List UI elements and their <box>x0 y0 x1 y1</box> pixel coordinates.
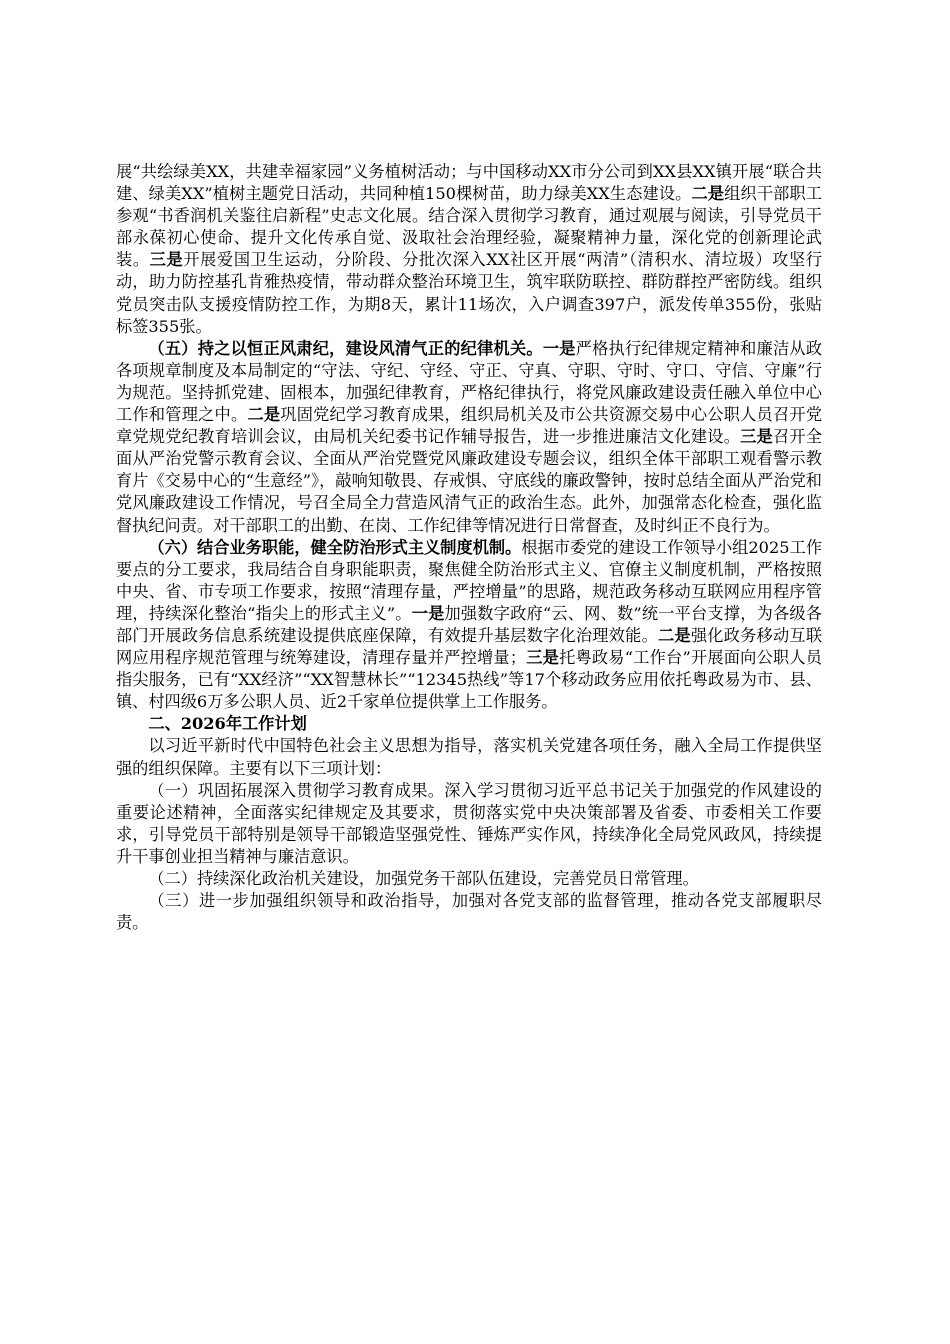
bold-marker: 一是 <box>411 603 445 623</box>
bold-marker: 三是 <box>149 250 184 270</box>
paragraph-section-6 <box>116 537 822 714</box>
text-run: 巩固党纪学习教育成果，组织局机关及市公共资源交易中心公职人员召开党章党规党纪教育培训会议，由局机关纪委书记作辅导报告，进一步推进廉洁文化建设。 <box>116 405 823 447</box>
bold-marker: 二是 <box>658 625 691 645</box>
text-run: 托粤政易“工作台”开展面向公职人员指尖服务，已有“XX经济”“XX智慧林长”“12345热线”等17个移动政务应用依托粤政易为市、县、镇、村四级6万多公职人员、近2千家单位提供掌上工作服务。 <box>116 648 822 712</box>
section-5-heading: （五）持之以恒正风肃纪，建设风清气正的纪律机关。 <box>148 338 543 358</box>
bold-marker: 二是 <box>247 405 281 425</box>
paragraph-plan-intro: 以习近平新时代中国特色社会主义思想为指导，落实机关党建各项任务，融入全局工作提供坚强的组织保障。主要有以下三项计划： <box>116 736 822 778</box>
bold-marker: 三是 <box>740 427 773 447</box>
text-run: 加强数字政府“云、网、数”统一平台支撑，为各级各部门开展政务信息系统建设提供底座保障，有效提升基层数字化治理效能。 <box>116 603 822 645</box>
text-run: 开展爱国卫生运动，分阶段、分批次深入XX社区开展“两清”（清积水、清垃圾）攻坚行动，助力防控基孔肯雅热疫情，带动群众整治环境卫生，筑牢联防联控、群防群控严密防线。组织党员突击队支援疫情防控工作，为期8天，累计11场次，入户调查397户，派发传单355份，张贴标签355张。 <box>116 250 823 336</box>
paragraph-section-5 <box>116 338 822 537</box>
document-body <box>116 161 822 934</box>
text-run: 强化政务移动互联网应用程序规范管理与统筹建设，清理存量并严控增量； <box>116 625 823 668</box>
paragraph-activities-continued <box>116 161 822 338</box>
bold-marker: 一是 <box>542 338 576 358</box>
bold-marker: 三是 <box>526 648 560 668</box>
section-2-title: 二、2026年工作计划 <box>148 714 307 734</box>
text-run: 展“共绘绿美XX，共建幸福家园”义务植树活动；与中国移动XX市分公司到XX县XX镇开展“联合共建、绿美XX”植树主题党日活动，共同种植150棵树苗，助力绿美XX生态建设。 <box>116 162 822 204</box>
text-run: 组织干部职工参观“书香润机关鉴往启新程”史志文化展。结合深入贯彻学习教育，通过观展与阅读，引导党员干部永葆初心使命、提升文化传承自觉、汲取社会治理经验，凝聚精神力量，深化党的创新理论武装。 <box>116 184 822 270</box>
paragraph-plan-3: （三）进一步加强组织领导和政治指导，加强对各党支部的监督管理，推动各党支部履职尽责。 <box>116 891 822 933</box>
text-run: 严格执行纪律规定精神和廉洁从政各项规章制度及本局制定的“守法、守纪、守经、守正、守真、守职、守时、守口、守信、守廉”行为规范。坚持抓党建、固根本，加强纪律教育，严格纪律执行，将党风廉政建设责任融入单位中心工作和管理之中。 <box>116 338 823 425</box>
section-6-heading: （六）结合业务职能，健全防治形式主义制度机制。 <box>148 537 522 557</box>
paragraph-plan-1: （一）巩固拓展深入贯彻学习教育成果。深入学习贯彻习近平总书记关于加强党的作风建设的重要论述精神，全面落实纪律规定及其要求，贯彻落实党中央决策部署及省委、市委相关工作要求，引导党员干部特别是领导干部锻造坚强党性、锤炼严实作风，持续净化全局党风政风，持续提升干事创业担当精神与廉洁意识。 <box>116 780 822 866</box>
text-run: 根据市委党的建设工作领导小组2025工作要点的分工要求，我局结合自身职能职责，聚焦健全防治形式主义、官僚主义制度机制，严格按照中央、省、市专项工作要求，按照“清理存量，严控增量”的思路，规范政务移动互联网应用程序管理，持续深化整治“指尖上的形式主义”。 <box>116 537 823 623</box>
paragraph-plan-2: （二）持续深化政治机关建设，加强党务干部队伍建设，完善党员日常管理。 <box>148 869 699 888</box>
text-run: 召开全面从严治党警示教育会议、全面从严治党暨党风廉政建设专题会议，组织全体干部职工观看警示教育片《交易中心的“生意经”》，敲响知敬畏、存戒惧、守底线的廉政警钟，按时总结全面从严治党和党风廉政建设工作情况，号召全局全力营造风清气正的政治生态。此外，加强常态化检查，强化监督执纪问责。对干部职工的出勤、在岗、工作纪律等情况进行日常督查，及时纠正不良行为。 <box>116 427 823 535</box>
bold-marker: 二是 <box>691 184 725 204</box>
